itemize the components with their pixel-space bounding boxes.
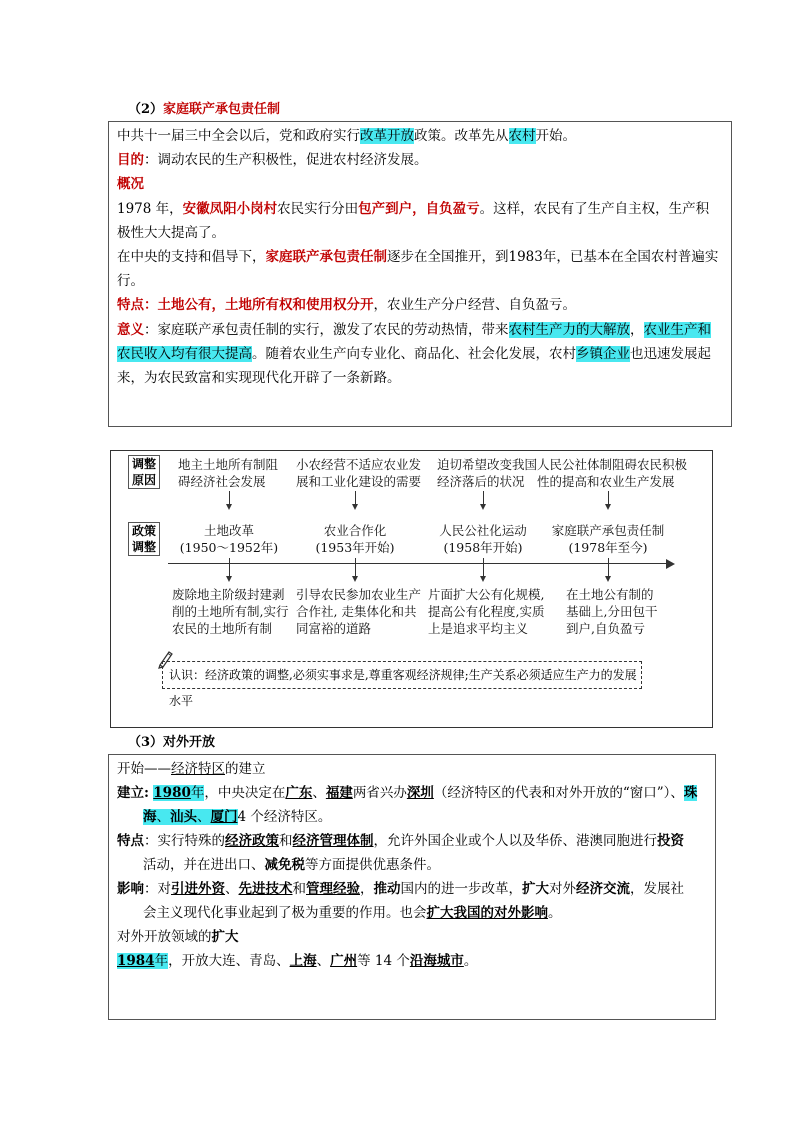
reason-arrowhead-2 [352, 504, 358, 510]
timeline-tick-3 [483, 558, 484, 563]
reason-arrow-1 [229, 491, 230, 505]
result-3: 片面扩大公有化规模, 提高公有化程度,实质 上是追求平均主义 [428, 587, 545, 636]
insight-note: 认识：经济政策的调整,必须实事求是,尊重客观经济规律;生产关系必须适应生产力的发展水平 [162, 661, 642, 689]
result-arrowhead-1 [226, 576, 232, 582]
section-3-text: 对外开放 [163, 735, 216, 750]
result-4: 在土地公有制的 基础上,分田包干 到户,自负盈亏 [566, 587, 658, 636]
reason-arrowhead-4 [605, 504, 611, 510]
policy-4: 家庭联产承包责任制 (1978年至今) [551, 523, 665, 555]
reason-arrow-4 [608, 491, 609, 505]
overview-heading: 概况 [117, 176, 144, 193]
reason-arrow-2 [355, 491, 356, 505]
timeline-tick-4 [608, 558, 609, 563]
section-2-text: 家庭联产承包责任制 [163, 102, 281, 117]
reason-arrow-3 [483, 491, 484, 505]
intro-line: 中共十一届三中全会以后，党和政府实行改革开放政策。改革先从农村开始。 [117, 128, 576, 144]
opening-up-box [108, 754, 716, 1020]
start-line: 开始——经济特区的建立 [117, 761, 266, 777]
label-policy-adjust: 政策 调整 [128, 522, 160, 556]
section-2-number: （2） [128, 102, 164, 117]
significance-para: 意义：家庭联产承包责任制的实行，激发了农民的劳动热情，带来农村生产力的大解放，农业生产和 农民收入均有很大提高。随着农业生产向专业化、商品化、社会化发展，农村乡镇企业也迅速发展起 来，为农民致富和实现现代化开辟了一条新路。 [117, 321, 711, 387]
timeline-tick-2 [355, 558, 356, 563]
features-para: 特点：实行特殊的经济政策和经济管理体制，允许外国企业或个人以及华侨、港澳同胞进行投资 活动，并在进出口、减免税等方面提供优惠条件。 [117, 833, 684, 873]
overview-para-1: 1978 年，安徽凤阳小岗村农民实行分田包产到户，自负盈亏。这样，农民有了生产自主权，生产积 极性大大提高了。 [117, 200, 710, 241]
household-responsibility-box [108, 121, 732, 427]
result-arrowhead-2 [352, 576, 358, 582]
features-line: 特点：土地公有，土地所有权和使用权分开，农业生产分户经营、自负盈亏。 [117, 297, 576, 314]
reason-arrowhead-1 [226, 504, 232, 510]
year-1984-line: 1984年，开放大连、青岛、上海、广州等 14 个沿海城市。 [117, 953, 478, 969]
timeline-axis [168, 563, 668, 564]
overview-para-2: 在中央的支持和倡导下，家庭联产承包责任制逐步在全国推开，到1983年，已基本在全国农村普遍实 行。 [117, 249, 719, 290]
label-adjust-reason: 调整 原因 [128, 455, 160, 489]
establish-para: 建立: 1980年，中央决定在广东、福建两省兴办深圳（经济特区的代表和对外开放的“窗口”）、珠 海、汕头、厦门4 个经济特区。 [117, 785, 698, 825]
policy-2: 农业合作化 (1953年开始) [315, 523, 395, 555]
reason-4: 人民公社体制阻碍农民积极 性的提高和农业生产发展 [537, 457, 688, 489]
reason-1: 地主土地所有制阻 碍经济社会发展 [178, 457, 279, 489]
expand-heading: 对外开放领域的扩大 [117, 929, 239, 945]
reason-arrowhead-3 [480, 504, 486, 510]
timeline-tick-1 [229, 558, 230, 563]
policy-1: 土地改革 (1950～1952年) [179, 523, 279, 555]
result-1: 废除地主阶级封建剥 削的土地所有制,实行 农民的土地所有制 [172, 587, 289, 636]
reason-2: 小农经营不适应农业发 展和工业化建设的需要 [296, 457, 422, 489]
section-3-number: （3） [128, 735, 164, 750]
result-arrowhead-3 [480, 576, 486, 582]
result-arrowhead-4 [605, 576, 611, 582]
timeline-arrowhead [666, 559, 675, 569]
reason-3: 迫切希望改变我国 经济落后的状况 [437, 457, 538, 489]
goal-line: 目的：调动农民的生产积极性，促进农村经济发展。 [117, 152, 428, 169]
section-2-title [128, 98, 280, 117]
policy-3: 人民公社化运动 (1958年开始) [439, 523, 527, 555]
impact-para: 影响：对引进外资、先进技术和管理经验，推动国内的进一步改革，扩大对外经济交流，发展社 会主义现代化事业起到了极为重要的作用。也会扩大我国的对外影响。 [117, 881, 684, 921]
section-3-title [128, 731, 215, 750]
result-2: 引导农民参加农业生产 合作社, 走集体化和共 同富裕的道路 [296, 587, 422, 636]
